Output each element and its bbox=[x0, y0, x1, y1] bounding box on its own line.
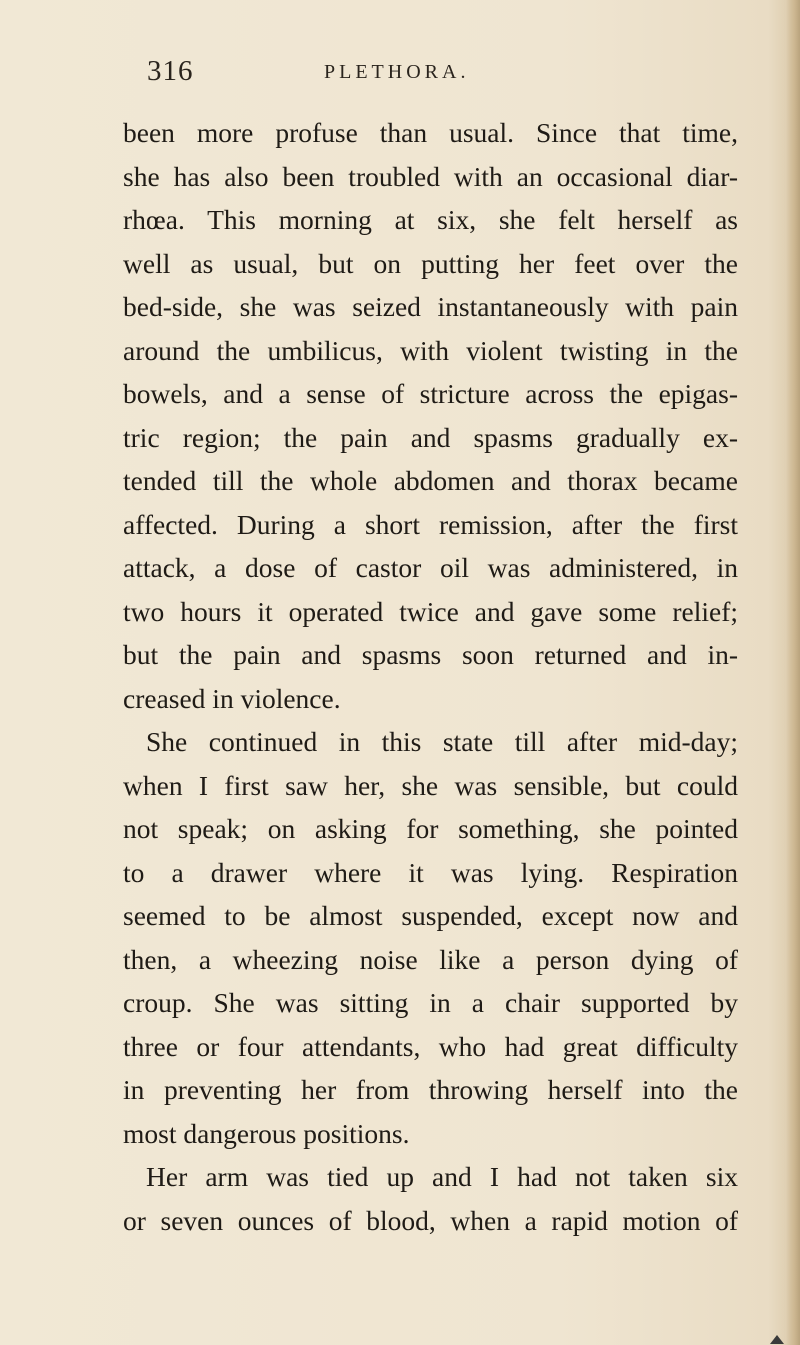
text-line: been more profuse than usual. Since that time, bbox=[123, 117, 738, 148]
paragraph bbox=[123, 111, 738, 720]
text-line: tric region; the pain and spasms gradually ex- bbox=[123, 421, 738, 453]
text-line: affected. During a short remission, after the first bbox=[123, 508, 738, 540]
text-line: tended till the whole abdomen and thorax became bbox=[123, 465, 738, 496]
page-turn-marker-icon bbox=[770, 1335, 784, 1344]
text-line: rhœa. This morning at six, she felt herself as bbox=[123, 204, 738, 235]
page-number: 316 bbox=[147, 55, 194, 87]
text-line: two hours it operated twice and gave some relief; bbox=[123, 595, 738, 627]
text-line: to a drawer where it was lying. Respiration bbox=[123, 856, 738, 888]
text-line: Her arm was tied up and I had not taken six bbox=[146, 1161, 738, 1192]
text-line: well as usual, but on putting her feet over the bbox=[123, 247, 738, 279]
text-line: not speak; on asking for something, she pointed bbox=[123, 813, 738, 844]
text-line: around the umbilicus, with violent twisting in the bbox=[123, 334, 738, 366]
page-header bbox=[0, 55, 800, 95]
text-line: in preventing her from throwing herself into the bbox=[123, 1074, 738, 1105]
paragraph bbox=[123, 720, 738, 1155]
text-line: She continued in this state till after mid-day; bbox=[146, 726, 738, 757]
text-line: attack, a dose of castor oil was administered, in bbox=[123, 552, 738, 583]
text-line: three or four attendants, who had great difficulty bbox=[123, 1030, 738, 1062]
text-line: but the pain and spasms soon returned and in- bbox=[123, 639, 738, 670]
text-line: croup. She was sitting in a chair supported by bbox=[123, 987, 738, 1018]
text-line: then, a wheezing noise like a person dying of bbox=[123, 943, 738, 975]
text-line: she has also been troubled with an occasional diar- bbox=[123, 160, 738, 192]
page-edge-shadow bbox=[786, 0, 800, 1345]
paragraph bbox=[123, 1155, 738, 1242]
text-line: or seven ounces of blood, when a rapid motion of bbox=[123, 1204, 738, 1236]
text-line: bed-side, she was seized instantaneously with pain bbox=[123, 291, 738, 322]
text-line: seemed to be almost suspended, except now and bbox=[123, 900, 738, 931]
text-line: bowels, and a sense of stricture across the epigas- bbox=[123, 378, 738, 409]
text-line: most dangerous positions. bbox=[123, 1117, 410, 1149]
text-line: creased in violence. bbox=[123, 682, 341, 714]
body-text bbox=[123, 111, 738, 1242]
text-line: when I first saw her, she was sensible, but could bbox=[123, 769, 738, 801]
running-head: PLETHORA. bbox=[324, 61, 470, 83]
